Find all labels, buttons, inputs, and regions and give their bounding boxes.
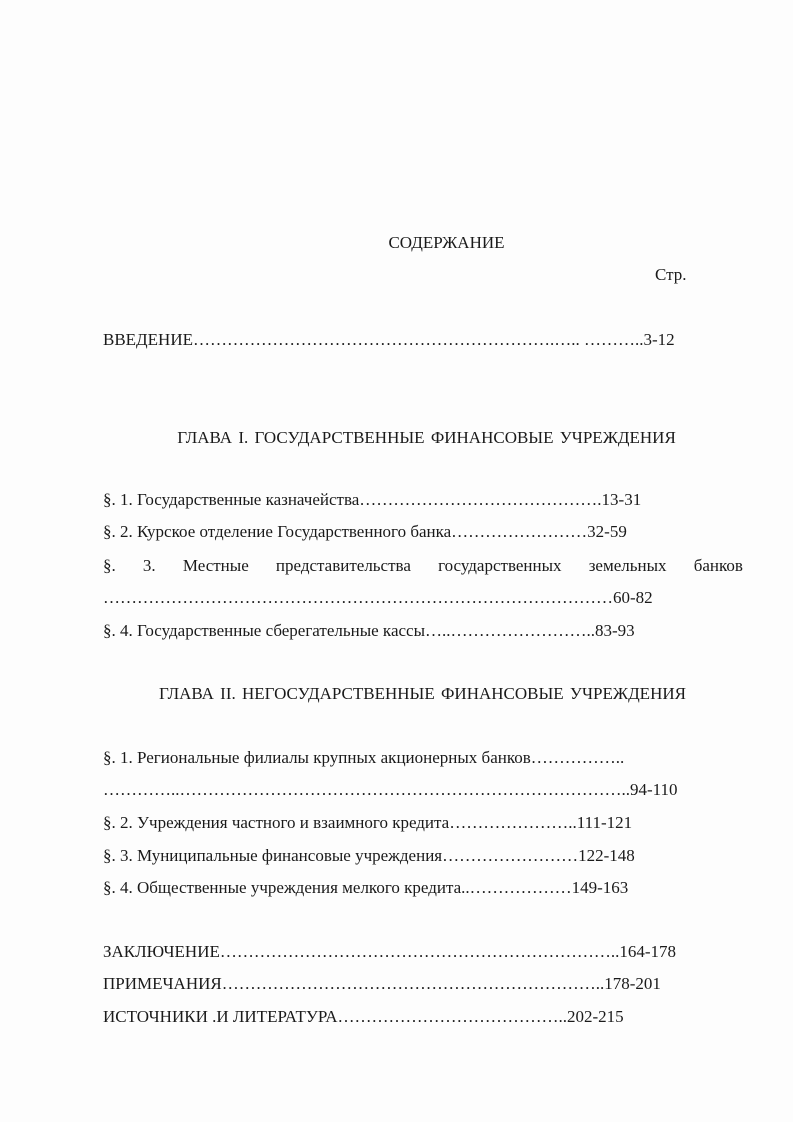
toc-word: §. [103,556,116,575]
toc-word: банков [693,556,743,575]
toc-entry-introduction: ВВЕДЕНИЕ……………………………………………………….….. ………..3-12 [103,330,675,349]
toc-word: земельных [588,556,667,575]
chapter-1-heading: ГЛАВА I. ГОСУДАРСТВЕННЫЕ ФИНАНСОВЫЕ УЧРЕЖДЕНИЯ [177,428,676,447]
toc-entry-ch1-s4: §. 4. Государственные сберегательные кассы…..……………………..83-93 [103,621,635,640]
toc-entry-ch2-s4: §. 4. Общественные учреждения мелкого кредита..………………149-163 [103,878,629,897]
toc-entry-ch2-s1-pages: …………..……………………………………………………………………..94-110 [103,780,678,799]
toc-title: СОДЕРЖАНИЕ [388,233,505,252]
toc-entry-ch1-s3-pages: ………………………………………………………………………………60-82 [103,588,653,607]
toc-entry-notes: ПРИМЕЧАНИЯ…………………………………………………………..178-201 [103,974,661,993]
toc-entry-ch2-s1: §. 1. Региональные филиалы крупных акционерных банков…………….. [103,748,625,767]
toc-entry-conclusion: ЗАКЛЮЧЕНИЕ……………………………………………………………..164-178 [103,942,677,961]
page-column-label: Стр. [655,265,687,284]
toc-entry-sources: ИСТОЧНИКИ .И ЛИТЕРАТУРА…………………………………..202-215 [103,1007,624,1026]
toc-entry-ch1-s3 [103,555,743,577]
chapter-2-heading: ГЛАВА II. НЕГОСУДАРСТВЕННЫЕ ФИНАНСОВЫЕ УЧРЕЖДЕНИЯ [159,684,686,703]
toc-word: государственных [438,556,562,575]
toc-entry-ch2-s2: §. 2. Учреждения частного и взаимного кредита…………………..111-121 [103,813,633,832]
toc-word: Местные [182,556,249,575]
toc-entry-ch1-s1: §. 1. Государственные казначейства…………………………………….13-31 [103,490,642,509]
toc-entry-ch1-s2: §. 2. Курское отделение Государственного банка……………………32-59 [103,522,627,541]
toc-word: представительства [275,556,411,575]
toc-word: 3. [142,556,156,575]
toc-entry-ch2-s3: §. 3. Муниципальные финансовые учреждения……………………122-148 [103,846,635,865]
